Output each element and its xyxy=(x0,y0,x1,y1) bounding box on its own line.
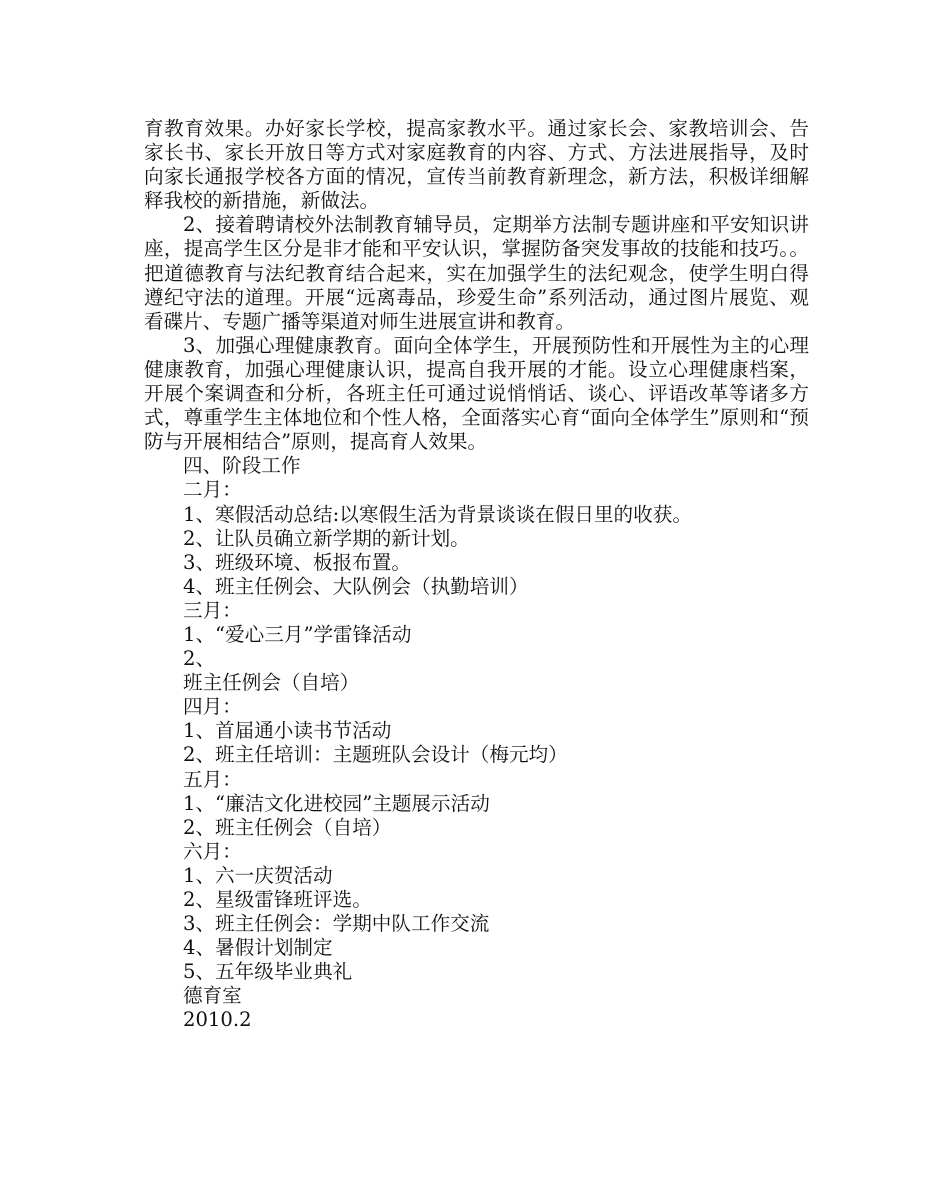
list-item: 班主任例会（自培） xyxy=(183,671,360,695)
paragraph-home-education: 育教育效果。办好家长学校，提高家教水平。通过家长会、家教培训会、告家长书、家长开放日等方式对家庭教育的内容、方式、方法进展指导，及时向家长通报学校各方面的情况，宣传当前教育新理念，新方法，积极详细解释我校的新措施，新做法。 xyxy=(144,117,809,213)
section-heading-stage-work: 四、阶段工作 xyxy=(183,454,301,478)
list-item: 4、班主任例会、大队例会（执勤培训） xyxy=(183,574,529,598)
list-item: 3、班级环境、板报布置。 xyxy=(183,550,411,574)
list-item: 1、首届通小读书节活动 xyxy=(183,719,392,743)
list-item: 2、星级雷锋班评选。 xyxy=(183,888,372,911)
list-item: 2、让队员确立新学期的新计划。 xyxy=(183,526,470,550)
list-item: 1、“廉洁文化进校园”主题展示活动 xyxy=(183,791,490,815)
list-item: 4、暑假计划制定 xyxy=(183,936,333,960)
month-heading-april: 四月： xyxy=(183,695,242,719)
list-item: 2、班主任培训：主题班队会设计（梅元均） xyxy=(183,743,568,767)
signature-date: 2010.2 xyxy=(183,1008,252,1032)
list-item: 2、 xyxy=(183,647,216,671)
list-item: 5、五年级毕业典礼 xyxy=(183,960,353,984)
month-heading-june: 六月： xyxy=(183,839,242,863)
month-heading-may: 五月： xyxy=(183,767,242,791)
paragraph-legal-education: 2、接着聘请校外法制教育辅导员，定期举方法制专题讲座和平安知识讲座，提高学生区分是非才能和平安认识，掌握防备突发事故的技能和技巧。。把道德教育与法纪教育结合起来，实在加强学生的法纪观念，使学生明白得遵纪守法的道理。开展“远离毒品，珍爱生命”系列活动，通过图片展览、观看碟片、专题广播等渠道对师生进展宣讲和教育。 xyxy=(144,213,809,333)
month-heading-march: 三月： xyxy=(183,598,242,622)
list-item: 3、班主任例会：学期中队工作交流 xyxy=(183,912,490,936)
signature-office: 德育室 xyxy=(183,984,242,1008)
document-body xyxy=(144,117,809,1033)
month-heading-february: 二月： xyxy=(183,478,242,502)
list-item: 1、寒假活动总结:以寒假生活为背景谈谈在假日里的收获。 xyxy=(183,502,692,526)
list-item: 1、六一庆贺活动 xyxy=(183,863,333,887)
list-item: 1、“爱心三月”学雷锋活动 xyxy=(183,622,412,646)
paragraph-mental-health: 3、加强心理健康教育。面向全体学生，开展预防性和开展性为主的心理健康教育，加强心理健康认识，提高自我开展的才能。设立心理健康档案，开展个案调查和分析，各班主任可通过说悄悄话、谈心、评语改革等诸多方式，尊重学生主体地位和个性人格，全面落实心育“面向全体学生”原则和“预防与开展相结合”原则，提高育人效果。 xyxy=(144,333,809,454)
list-item: 2、班主任例会（自培） xyxy=(183,815,392,839)
